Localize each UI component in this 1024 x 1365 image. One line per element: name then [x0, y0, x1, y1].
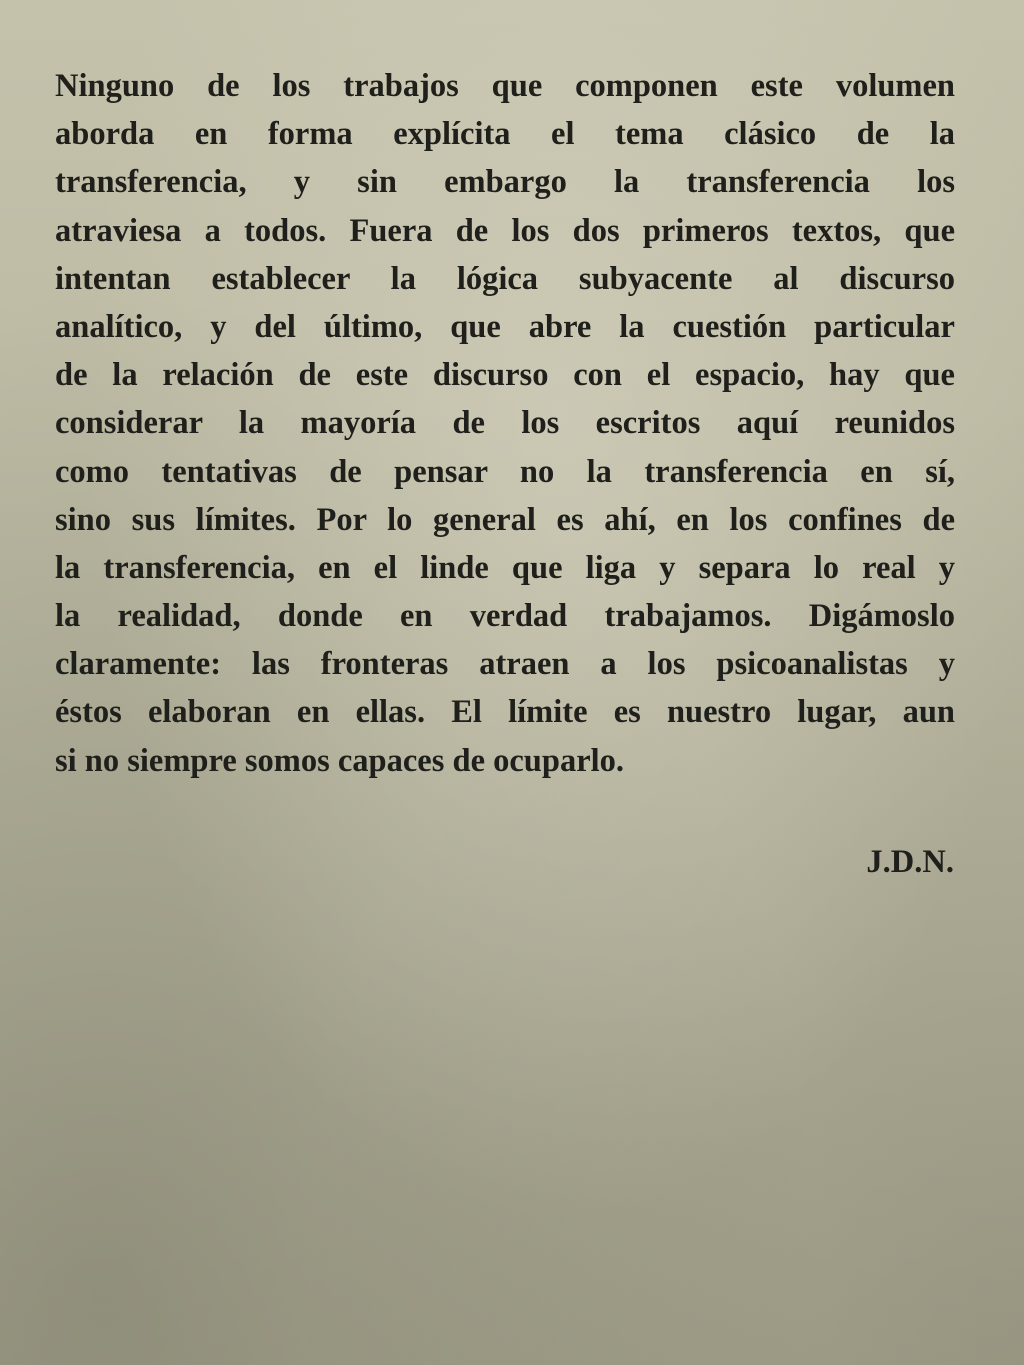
paragraph-line: atraviesa a todos. Fuera de los dos primeros textos, que	[55, 212, 955, 249]
paragraph-line: analítico, y del último, que abre la cuestión particular	[55, 308, 955, 345]
paragraph-line: la realidad, donde en verdad trabajamos. Digámoslo	[55, 598, 955, 635]
paragraph-line: considerar la mayoría de los escritos aquí reunidos	[55, 405, 955, 442]
body-paragraph	[55, 62, 955, 785]
paragraph-line: transferencia, y sin embargo la transferencia los	[55, 164, 955, 201]
paragraph-line: Ninguno de los trabajos que componen este volumen	[55, 68, 955, 104]
paragraph-line: como tentativas de pensar no la transferencia en sí,	[55, 453, 955, 490]
paragraph-line: de la relación de este discurso con el espacio, hay que	[55, 357, 955, 394]
paragraph-line: si no siempre somos capaces de ocuparlo.	[55, 742, 625, 779]
paragraph-line: claramente: las fronteras atraen a los psicoanalistas y	[55, 646, 955, 683]
paragraph-line: sino sus límites. Por lo general es ahí, en los confines de	[55, 501, 955, 538]
author-initials: J.D.N.	[866, 844, 954, 880]
paragraph-line: intentan establecer la lógica subyacente al discurso	[55, 260, 955, 297]
paragraph-line: éstos elaboran en ellas. El límite es nuestro lugar, aun	[55, 694, 955, 731]
paragraph-line: la transferencia, en el linde que liga y separa lo real y	[55, 549, 955, 586]
paragraph-line: aborda en forma explícita el tema clásico de la	[55, 116, 955, 153]
